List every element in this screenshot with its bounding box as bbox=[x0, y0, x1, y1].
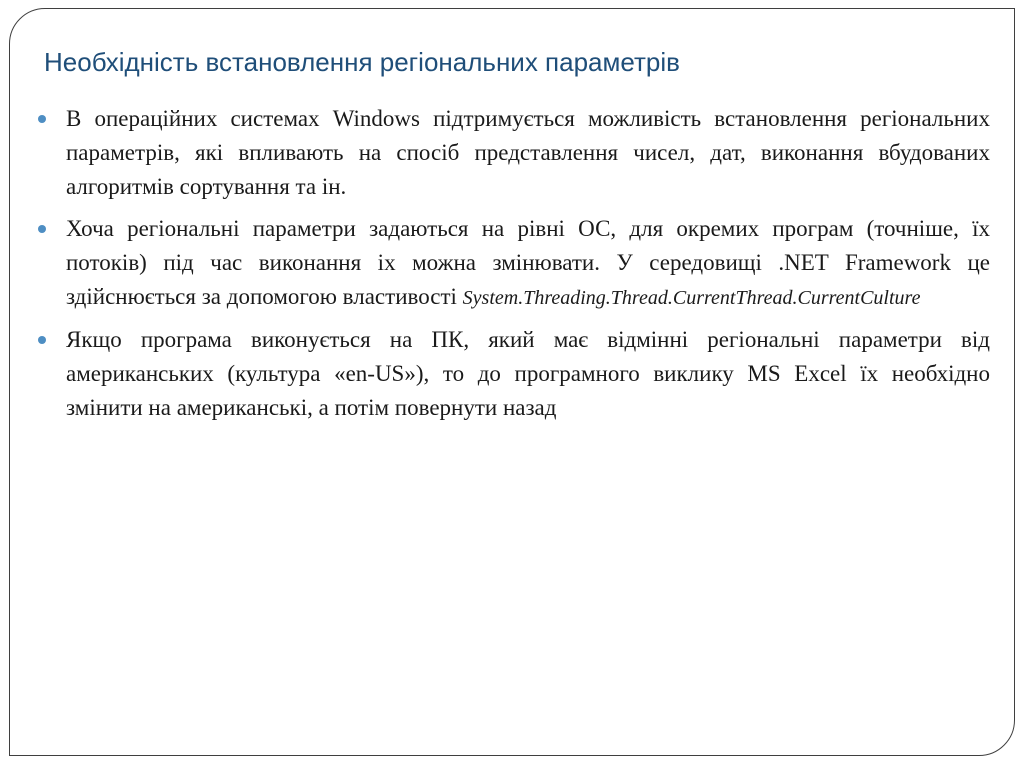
slide-title: Необхідність встановлення регіональних параметрів bbox=[44, 47, 680, 77]
bullet-text-3 bbox=[66, 323, 990, 425]
bullet-text-3-body: Якщо програма виконується на ПК, який має відмінні регіональні параметри від американських (культура «en-US»), то до програмного виклику MS Excel їх необхідно змінити на американські, а потім повернути назад bbox=[66, 327, 990, 420]
bullet-list bbox=[66, 102, 990, 433]
bullet-dot-icon bbox=[38, 336, 46, 344]
bullet-text-1 bbox=[66, 102, 990, 204]
bullet-item-2 bbox=[66, 212, 990, 315]
bullet-dot-icon bbox=[38, 225, 46, 233]
bullet-text-1-body: В операційних системах Windows підтримується можливість встановлення регіональних параметрів, які впливають на спосіб представлення чисел, дат, виконання вбудованих алгоритмів сортування та ін. bbox=[66, 106, 990, 199]
bullet-text-2 bbox=[66, 212, 990, 315]
bullet-item-1 bbox=[66, 102, 990, 204]
code-reference: System.Threading.Thread.CurrentThread.CurrentCulture bbox=[462, 287, 921, 309]
bullet-dot-icon bbox=[38, 115, 46, 123]
bullet-item-3 bbox=[66, 323, 990, 425]
bullet-text-2-body: Хоча регіональні параметри задаються на рівні ОС, для окремих програм (точніше, їх потоків) під час виконання іх можна змінювати. У середовищі .NET Framework це здійснюється за допомогою властивості bbox=[66, 216, 990, 309]
